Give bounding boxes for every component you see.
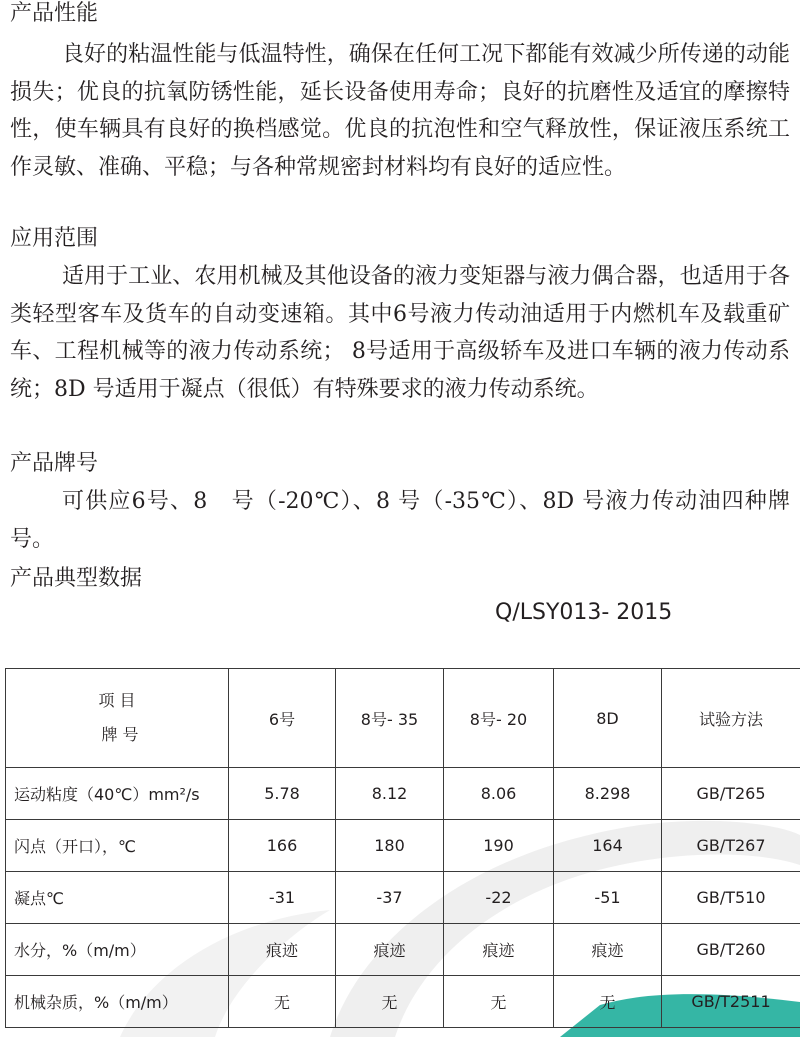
- table-row: [6, 820, 800, 872]
- header-grade-label: 牌 号: [101, 725, 139, 744]
- table-cell: 180: [336, 820, 444, 872]
- table-cell: 5.78: [229, 768, 336, 820]
- table-row: [6, 768, 800, 820]
- table-cell: 痕迹: [444, 924, 554, 976]
- table-cell: -22: [444, 872, 554, 924]
- typical-data-table: [5, 668, 800, 1028]
- table-cell: 痕迹: [229, 924, 336, 976]
- table-cell: -51: [554, 872, 662, 924]
- table-cell: GB/T260: [662, 924, 800, 976]
- table-cell: -37: [336, 872, 444, 924]
- table-cell: GB/T2511: [662, 976, 800, 1028]
- row-label: 凝点℃: [6, 872, 229, 924]
- grades-heading: 产品牌号: [10, 451, 99, 476]
- table-cell: 痕迹: [336, 924, 444, 976]
- table-cell: 无: [336, 976, 444, 1028]
- column-header: 8号- 35: [336, 669, 444, 768]
- performance-heading: 产品性能: [10, 1, 99, 26]
- grades-text: 可供应6号、8 号（-20℃）、8 号（-35℃）、8D 号液力传动油四种牌号。: [10, 489, 790, 552]
- table-cell: -31: [229, 872, 336, 924]
- table-cell: 8.12: [336, 768, 444, 820]
- standard-number: Q/LSY013- 2015: [495, 600, 673, 625]
- table-header-row: [6, 669, 800, 768]
- row-label: 运动粘度（40℃）mm²/s: [6, 768, 229, 820]
- application-text: 适用于工业、农用机械及其他设备的液力变矩器与液力偶合器，也适用于各类轻型客车及货车的自动变速箱。其中6号液力传动油适用于内燃机车及载重矿车、工程机械等的液力传动系统； 8号适用于高级轿车及进口车辆的液力传动系统；8D 号适用于凝点（很低）有特殊要求的液力传动系统。: [10, 264, 790, 402]
- table-cell: 无: [229, 976, 336, 1028]
- table-cell: 8.06: [444, 768, 554, 820]
- table-row: [6, 872, 800, 924]
- table-cell: 无: [554, 976, 662, 1028]
- row-label: 机械杂质，%（m/m）: [6, 976, 229, 1028]
- table-cell: 166: [229, 820, 336, 872]
- header-item-label: 项 目: [98, 691, 136, 710]
- table-cell: 8.298: [554, 768, 662, 820]
- table-row: [6, 976, 800, 1028]
- table-cell: GB/T510: [662, 872, 800, 924]
- table-cell: 190: [444, 820, 554, 872]
- table-cell: 痕迹: [554, 924, 662, 976]
- column-header: 6号: [229, 669, 336, 768]
- table-cell: GB/T267: [662, 820, 800, 872]
- column-header: 8号- 20: [444, 669, 554, 768]
- row-label: 水分，%（m/m）: [6, 924, 229, 976]
- table-cell: GB/T265: [662, 768, 800, 820]
- column-header: 8D: [554, 669, 662, 768]
- table-cell: 164: [554, 820, 662, 872]
- application-heading: 应用范围: [10, 226, 99, 251]
- performance-text: 良好的粘温性能与低温特性，确保在任何工况下都能有效减少所传递的动能损失；优良的抗氧防锈性能，延长设备使用寿命；良好的抗磨性及适宜的摩擦特性，使车辆具有良好的换档感觉。优良的抗泡性和空气释放性，保证液压系统工作灵敏、准确、平稳；与各种常规密封材料均有良好的适应性。: [10, 42, 790, 180]
- typical-data-heading: 产品典型数据: [10, 566, 143, 591]
- header-corner-cell: [6, 669, 229, 768]
- table-row: [6, 924, 800, 976]
- column-header: 试验方法: [662, 669, 800, 768]
- row-label: 闪点（开口），℃: [6, 820, 229, 872]
- table-cell: 无: [444, 976, 554, 1028]
